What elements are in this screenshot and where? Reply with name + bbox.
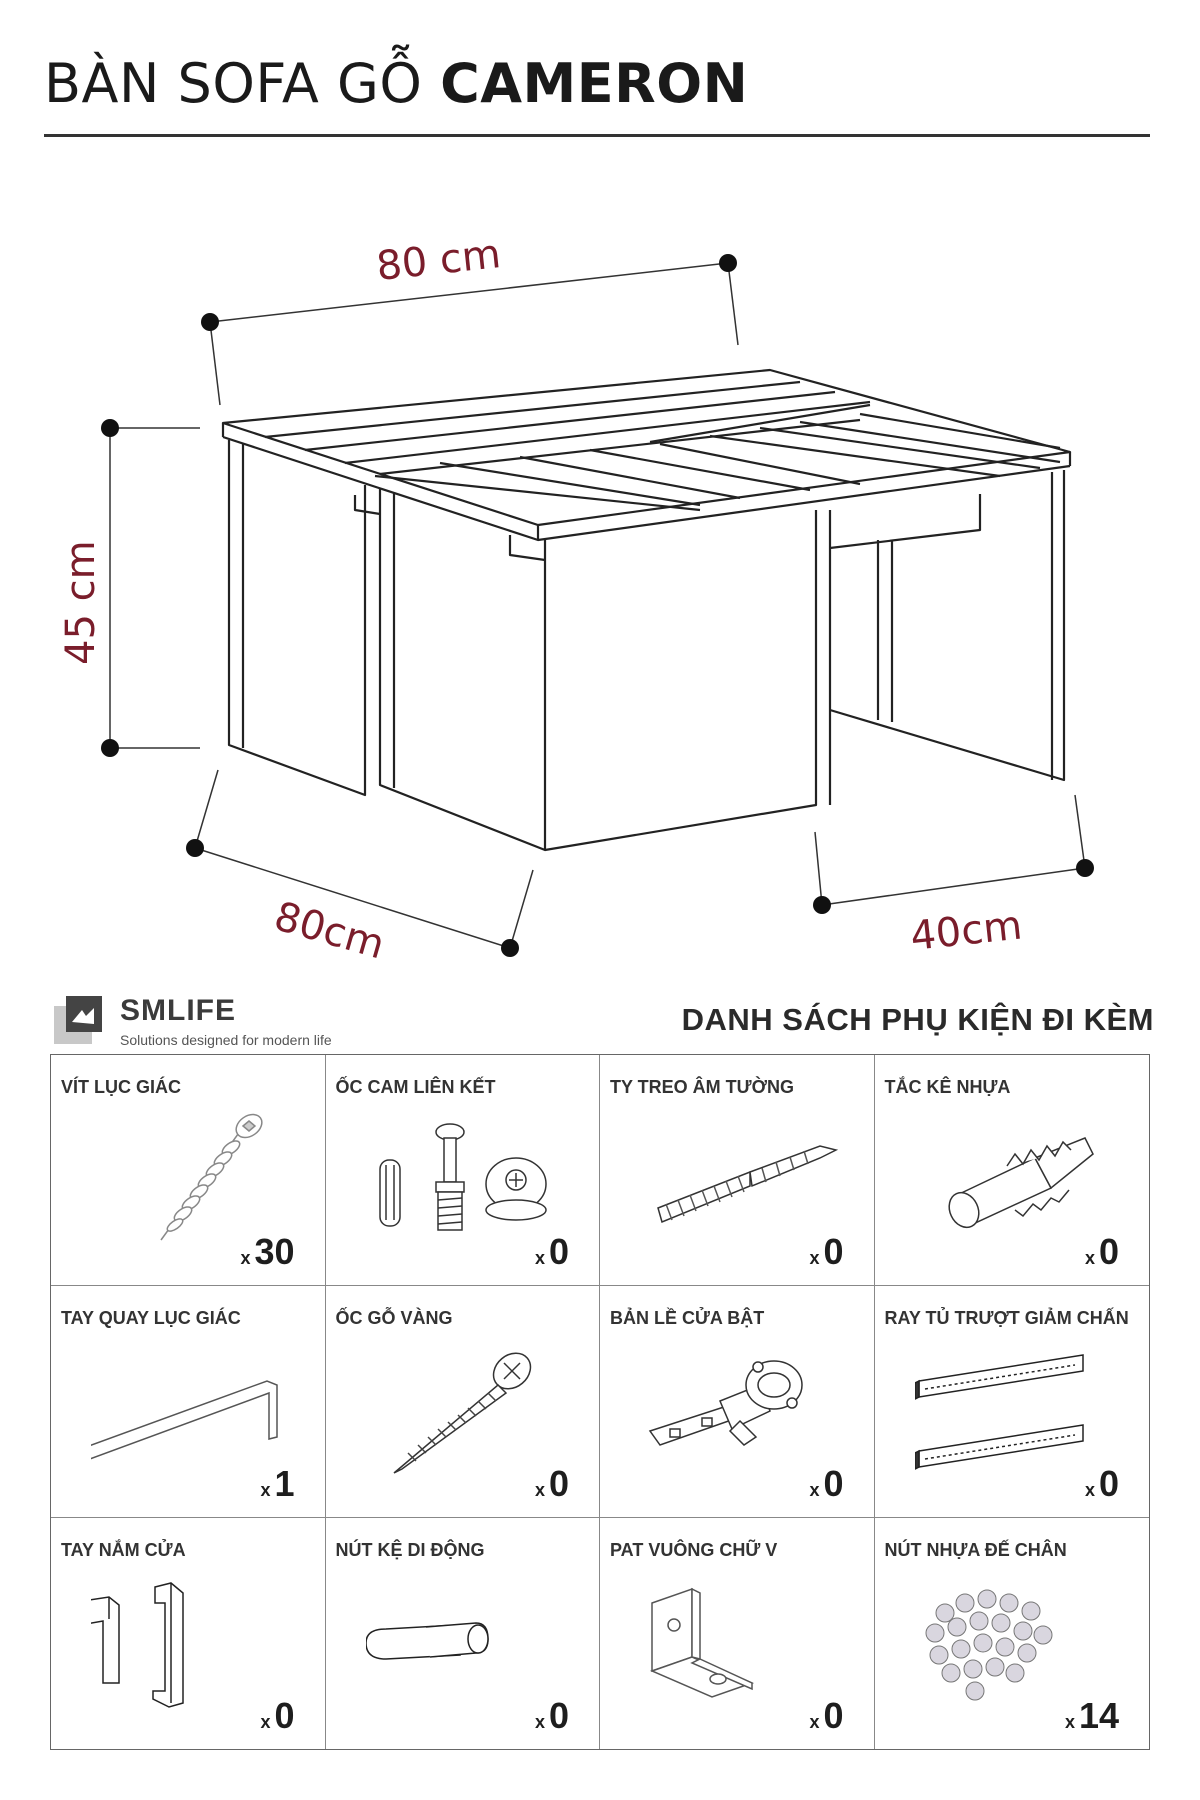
door-handle-icon bbox=[91, 1573, 291, 1713]
title-divider bbox=[44, 134, 1150, 137]
wall-plug-icon bbox=[915, 1110, 1115, 1250]
cam-lock-icon bbox=[366, 1110, 566, 1250]
accessory-cell bbox=[600, 1286, 875, 1517]
accessory-label: TẮC KÊ NHỰA bbox=[884, 1077, 1011, 1097]
wall-bolt-icon bbox=[640, 1110, 840, 1250]
height-label: 45 cm bbox=[58, 540, 104, 665]
accessory-label: ỐC GỖ VÀNG bbox=[335, 1308, 453, 1329]
shelf-pin-icon bbox=[366, 1573, 566, 1713]
accessory-label: NÚT KỆ DI ĐỘNG bbox=[335, 1539, 485, 1560]
accessory-label: ỐC CAM LIÊN KẾT bbox=[335, 1077, 496, 1097]
accessory-label: NÚT NHỰA ĐẾ CHÂN bbox=[884, 1539, 1067, 1560]
page-title bbox=[44, 52, 748, 115]
accessory-label: RAY TỦ TRƯỢT GIẢM CHẤN bbox=[884, 1308, 1129, 1329]
angle-bracket-icon bbox=[640, 1573, 840, 1713]
accessory-quantity: x 0 bbox=[809, 1462, 844, 1504]
accessory-cell bbox=[51, 1286, 326, 1517]
accessory-quantity: x 0 bbox=[534, 1694, 569, 1736]
brand-name: SMLIFE bbox=[120, 994, 236, 1027]
accessory-quantity: x 0 bbox=[534, 1462, 569, 1504]
accessory-quantity: x 14 bbox=[1064, 1694, 1119, 1736]
accessory-cell bbox=[875, 1286, 1150, 1517]
brand-tagline: Solutions designed for modern life bbox=[120, 1032, 332, 1048]
plastic-feet-icon bbox=[915, 1573, 1115, 1713]
accessory-cell bbox=[326, 1518, 601, 1749]
accessory-cell bbox=[326, 1055, 601, 1286]
accessory-label: PAT VUÔNG CHỮ V bbox=[610, 1539, 778, 1560]
accessories-grid bbox=[50, 1054, 1150, 1750]
accessory-cell bbox=[51, 1055, 326, 1286]
depth-label: 80cm bbox=[269, 893, 390, 969]
accessory-cell bbox=[51, 1518, 326, 1749]
side-label: 40cm bbox=[908, 902, 1025, 960]
accessory-label: TAY QUAY LỤC GIÁC bbox=[61, 1308, 241, 1329]
drawer-rail-icon bbox=[915, 1341, 1115, 1481]
brand-block bbox=[50, 994, 390, 1054]
accessory-cell bbox=[875, 1518, 1150, 1749]
accessory-label: TY TREO ÂM TƯỜNG bbox=[610, 1077, 794, 1097]
accessory-quantity: x 30 bbox=[240, 1231, 295, 1273]
accessory-quantity: x 0 bbox=[260, 1694, 295, 1736]
accessory-quantity: x 0 bbox=[1084, 1462, 1119, 1504]
accessory-cell bbox=[600, 1055, 875, 1286]
wood-screw-icon bbox=[366, 1341, 566, 1481]
hex-screw-icon bbox=[91, 1110, 291, 1250]
allen-key-icon bbox=[91, 1341, 291, 1481]
accessory-label: TAY NẮM CỬA bbox=[61, 1539, 186, 1560]
accessory-label: VÍT LỤC GIÁC bbox=[61, 1077, 181, 1097]
hinge-icon bbox=[640, 1341, 840, 1481]
smlife-logo-icon bbox=[54, 996, 102, 1044]
top-width-label: 80 cm bbox=[374, 231, 503, 290]
accessory-quantity: x 1 bbox=[260, 1462, 295, 1504]
accessory-label: BẢN LỀ CỬA BẬT bbox=[610, 1308, 765, 1329]
accessory-quantity: x 0 bbox=[1084, 1231, 1119, 1273]
table-dimension-drawing bbox=[0, 150, 1200, 970]
title-bold: CAMERON bbox=[440, 52, 749, 115]
accessories-title: DANH SÁCH PHỤ KIỆN ĐI KÈM bbox=[681, 1002, 1154, 1037]
accessory-cell bbox=[600, 1518, 875, 1749]
accessory-quantity: x 0 bbox=[534, 1231, 569, 1273]
accessory-quantity: x 0 bbox=[809, 1694, 844, 1736]
accessory-cell bbox=[875, 1055, 1150, 1286]
accessory-quantity: x 0 bbox=[809, 1231, 844, 1273]
accessory-cell bbox=[326, 1286, 601, 1517]
title-light: BÀN SOFA GỖ bbox=[44, 52, 423, 115]
